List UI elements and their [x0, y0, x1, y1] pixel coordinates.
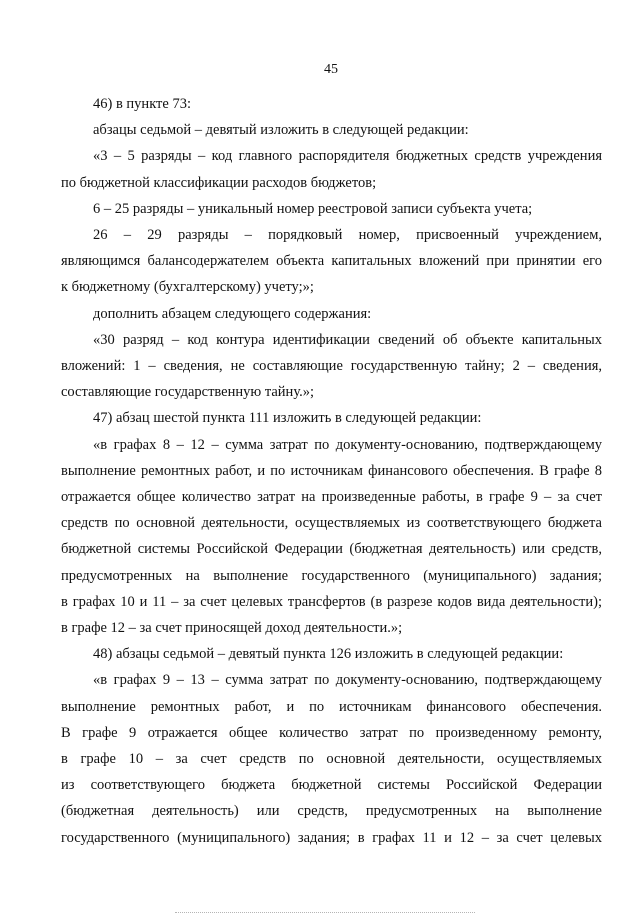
- text-line: отражается общее количество затрат на произведенные работы, в графе 9 – за счет: [61, 489, 602, 506]
- text-line: в графах 10 и 11 – за счет целевых трансфертов (в разрезе кодов вида деятельности);: [61, 593, 602, 610]
- text-line: «в графах 9 – 13 – сумма затрат по документу-основанию, подтверждающему: [93, 672, 602, 689]
- paragraph-item-46: [61, 91, 602, 117]
- text-line: 6 – 25 разряды – уникальный номер реестровой записи субъекта учета;: [93, 200, 533, 217]
- text-line: «30 разряд – код контура идентификации сведений об объекте капитальных: [93, 331, 602, 348]
- paragraph-intro-1: [61, 117, 602, 143]
- text-line: из соответствующего бюджета бюджетной системы Российской Федерации: [61, 777, 602, 794]
- paragraph-digit-30: [61, 327, 602, 406]
- text-line: составляющие государственную тайну.»;: [61, 384, 315, 401]
- paragraph-columns-8-12: [61, 432, 602, 642]
- text-line: предусмотренных на выполнение государственного (муниципального) задания;: [61, 567, 602, 584]
- text-line: 47) абзац шестой пункта 111 изложить в следующей редакции:: [93, 410, 482, 427]
- text-line: 48) абзацы седьмой – девятый пункта 126 изложить в следующей редакции:: [93, 646, 564, 663]
- paragraph-item-48: [61, 641, 602, 667]
- text-line: выполнение ремонтных работ, и по источникам финансового обеспечения.: [61, 698, 602, 715]
- text-line: абзацы седьмой – девятый изложить в следующей редакции:: [93, 122, 469, 139]
- text-line: «3 – 5 разряды – код главного распорядителя бюджетных средств учреждения: [93, 148, 602, 165]
- text-line: являющимся балансодержателем объекта капитальных вложений при принятии его: [61, 253, 602, 270]
- paragraph-digits-3-5: [61, 143, 602, 195]
- paragraph-columns-9-13: [61, 667, 602, 850]
- text-line: 46) в пункте 73:: [93, 96, 191, 112]
- text-line: «в графах 8 – 12 – сумма затрат по документу-основанию, подтверждающему: [93, 436, 602, 453]
- document-body: [61, 91, 602, 851]
- text-line: в графе 10 – за счет средств по основной деятельности, осуществляемых: [61, 751, 602, 768]
- paragraph-digits-26-29: [61, 222, 602, 301]
- page-edge-dots: [175, 912, 475, 915]
- text-line: (бюджетная деятельность) или средств, предусмотренных на выполнение: [61, 803, 602, 820]
- text-line: выполнение ремонтных работ, и по источникам финансового обеспечения. В графе 8: [61, 462, 602, 479]
- paragraph-item-47: [61, 405, 602, 431]
- text-line: в графе 12 – за счет приносящей доход деятельности.»;: [61, 620, 403, 637]
- text-line: вложений: 1 – сведения, не составляющие государственную тайну; 2 – сведения,: [61, 358, 602, 375]
- text-line: государственного (муниципального) задания; в графах 11 и 12 – за счет целевых: [61, 829, 602, 846]
- text-line: бюджетной системы Российской Федерации (бюджетная деятельность) или средств,: [61, 541, 602, 558]
- text-line: средств по основной деятельности, осуществляемых из соответствующего бюджета: [61, 515, 602, 532]
- text-line: В графе 9 отражается общее количество затрат по произведенному ремонту,: [61, 724, 602, 741]
- paragraph-digits-6-25: [61, 196, 602, 222]
- page-number: 45: [324, 62, 338, 77]
- text-line: 26 – 29 разряды – порядковый номер, присвоенный учреждением,: [93, 227, 602, 244]
- text-line: по бюджетной классификации расходов бюджетов;: [61, 174, 377, 191]
- text-line: дополнить абзацем следующего содержания:: [93, 305, 372, 322]
- text-line: к бюджетному (бухгалтерскому) учету;»;: [61, 279, 314, 296]
- paragraph-intro-2: [61, 301, 602, 327]
